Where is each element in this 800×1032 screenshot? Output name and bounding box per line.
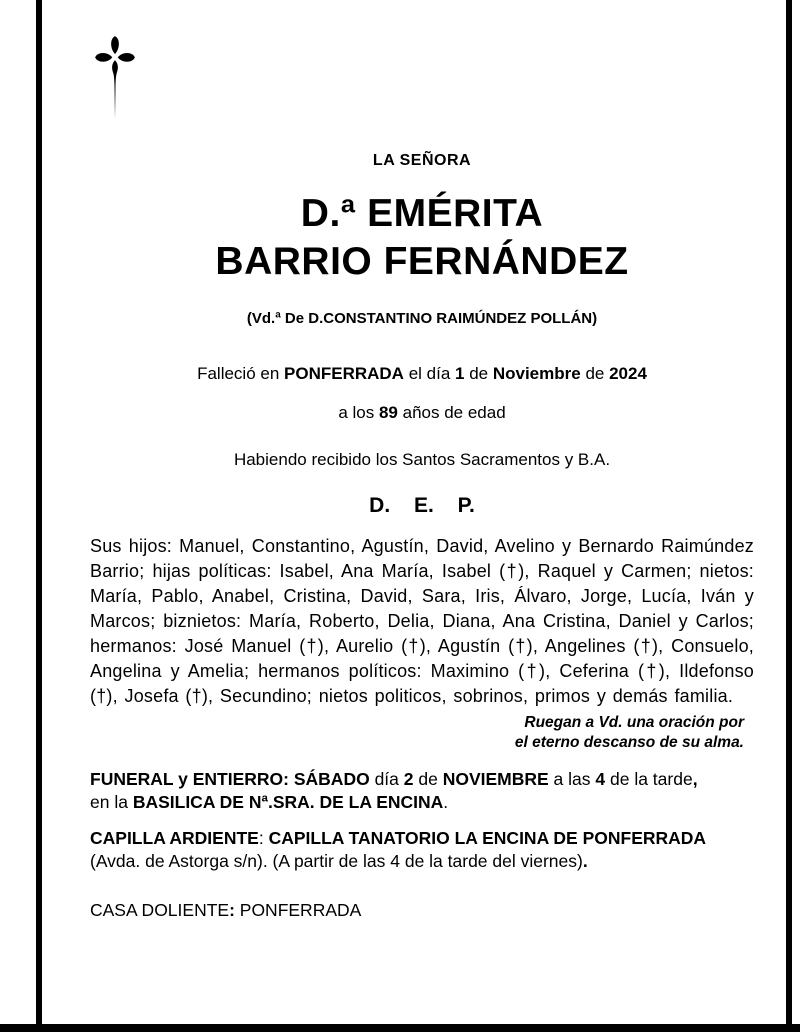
left-border-rule xyxy=(36,0,42,1032)
wake-chapel-details: CAPILLA ARDIENTE: CAPILLA TANATORIO LA ENCINA DE PONFERRADA (Avda. de Astorga s/n). (A partir de las 4 de la tarde del viernes). xyxy=(90,828,707,871)
deceased-name-line2: BARRIO FERNÁNDEZ xyxy=(215,240,629,283)
funeral-details: FUNERAL y ENTIERRO: SÁBADO día 2 de NOVIEMBRE a las 4 de la tarde, en la BASILICA DE Nª.SRA. DE LA ENCINA. xyxy=(90,769,698,812)
right-border-rule xyxy=(786,0,792,1032)
deceased-name-line1: D.ª EMÉRITA xyxy=(300,192,544,235)
christian-cross-icon xyxy=(94,30,136,126)
rip-abbreviation: D. E. P. xyxy=(369,494,475,517)
family-paragraph: Sus hijos: Manuel, Constantino, Agustín, David, Avelino y Bernardo Raimúndez Barrio; hijas políticas: Isabel, Ana María, Isabel (†), Raquel y Carmen; nietos: María, Pablo, Anabel, Cristina, David, Sara, Iris, Álvaro, Jorge, Lucía, Iván y Marcos; biznietos: María, Roberto, Delia, Diana, Ana Cristina, Daniel y Carlos; hermanos: José Manuel (†), Aurelio (†), Agustín (†), Angelines (†), Consuelo, Angelina y Amelia; hermanos políticos: Maximino (†), Ceferina (†), Ildefonso (†), Josefa (†), Secundino; nietos politicos, sobrinos, primos y demás familia. xyxy=(90,536,754,706)
death-age-line: a los 89 años de edad xyxy=(338,403,506,422)
mourning-home-line: CASA DOLIENTE: PONFERRADA xyxy=(90,900,362,920)
widow-of-line: (Vd.ª De D.CONSTANTINO RAIMÚNDEZ POLLÁN) xyxy=(246,310,598,327)
prayer-request xyxy=(90,713,754,753)
obituary-notice xyxy=(90,140,754,922)
bottom-border-rule xyxy=(0,1024,800,1032)
death-place-date-line: Falleció en PONFERRADA el día 1 de Noviembre de 2024 xyxy=(197,364,647,383)
prayer-line-2: el eterno descanso de su alma. xyxy=(514,734,744,751)
prayer-line-1: Ruegan a Vd. una oración por xyxy=(524,714,744,731)
sacraments-line: Habiendo recibido los Santos Sacramentos y B.A. xyxy=(233,450,611,469)
courtesy-title: LA SEÑORA xyxy=(372,152,472,169)
